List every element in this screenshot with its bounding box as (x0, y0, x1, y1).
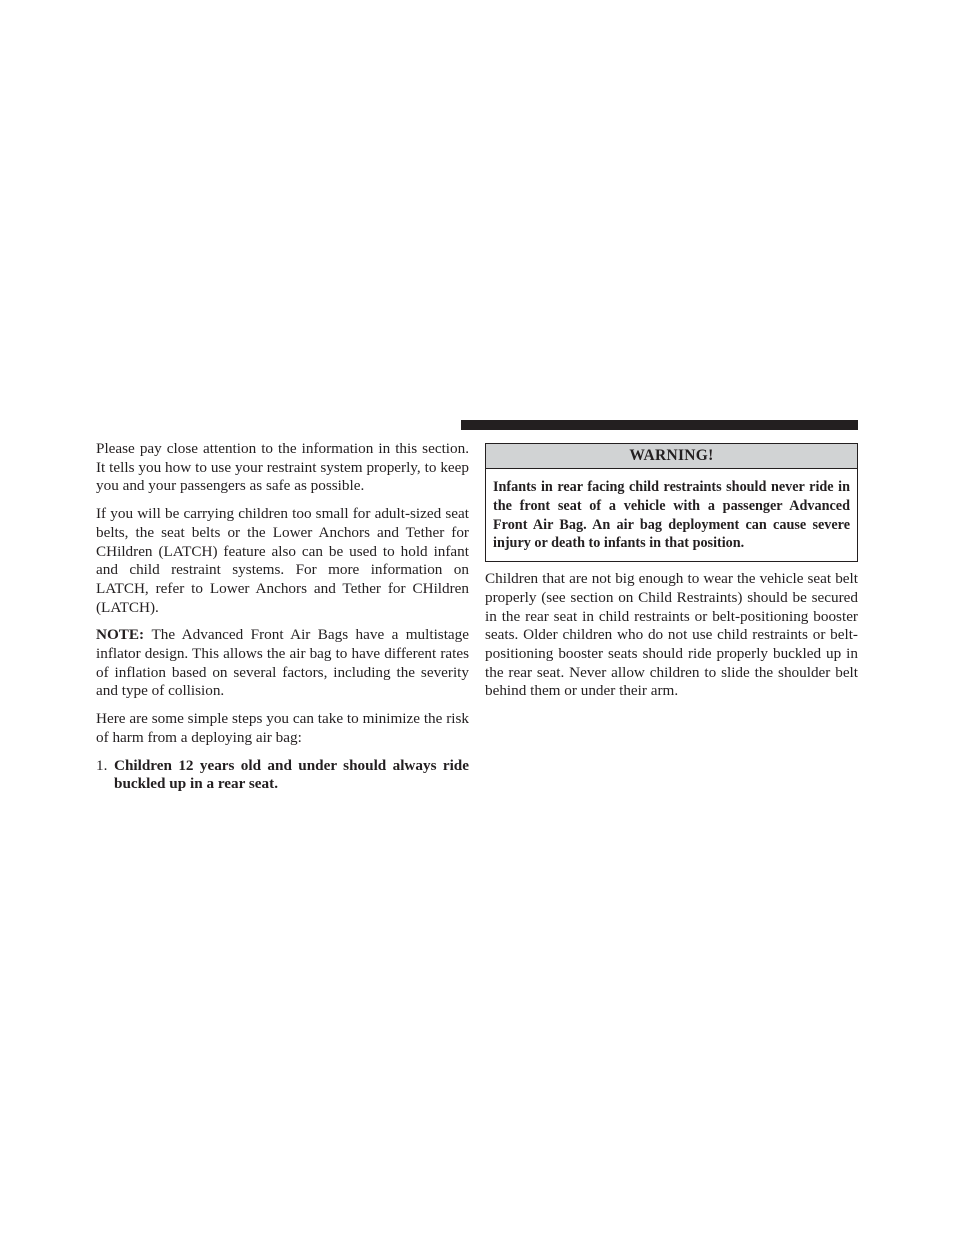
list-item (96, 757, 469, 794)
list-item-number: 1. (96, 756, 108, 774)
note-text: The Advanced Front Air Bags have a multistage inflator design. This allows the air bag to have different rates of inflation based on several factors, including the severity and type of collision. (96, 626, 470, 700)
list-item-text: Children 12 years old and under should always ride buckled up in a rear seat. (114, 756, 469, 793)
steps-intro-paragraph: Here are some simple steps you can take to minimize the risk of harm from a deploying air bag: (96, 710, 469, 746)
warning-title: WARNING! (486, 444, 857, 469)
left-column (96, 440, 469, 794)
note-paragraph (96, 626, 469, 701)
intro-paragraph: Please pay close attention to the information in this section. It tells you how to use your restraint system properly, to keep you and your passengers as safe as possible. (96, 440, 469, 495)
section-header-rule (461, 420, 858, 430)
warning-body: Infants in rear facing child restraints should never ride in the front seat of a vehicle with a passenger Advanced Front Air Bag. An air bag deployment can cause severe injury or death to infants in that position. (493, 479, 850, 552)
warning-box (485, 443, 858, 562)
latch-paragraph: If you will be carrying children too small for adult-sized seat belts, the seat belts or the Lower Anchors and Tether for CHildren (LATCH) feature also can be used to hold infant and child restraint systems. For more information on LATCH, refer to Lower Anchors and Tether for CHildren (LATCH). (96, 505, 469, 616)
children-seating-paragraph: Children that are not big enough to wear the vehicle seat belt properly (see section on Child Restraints) should be secured in the rear seat in child restraints or belt-positioning booster seats. Older children who do not use child restraints or belt-positioning booster seats should ride properly buckled up in the rear seat. Never allow children to slide the shoulder belt behind them or under their arm. (485, 570, 858, 700)
right-column (485, 440, 858, 710)
note-label: NOTE: (96, 626, 145, 644)
